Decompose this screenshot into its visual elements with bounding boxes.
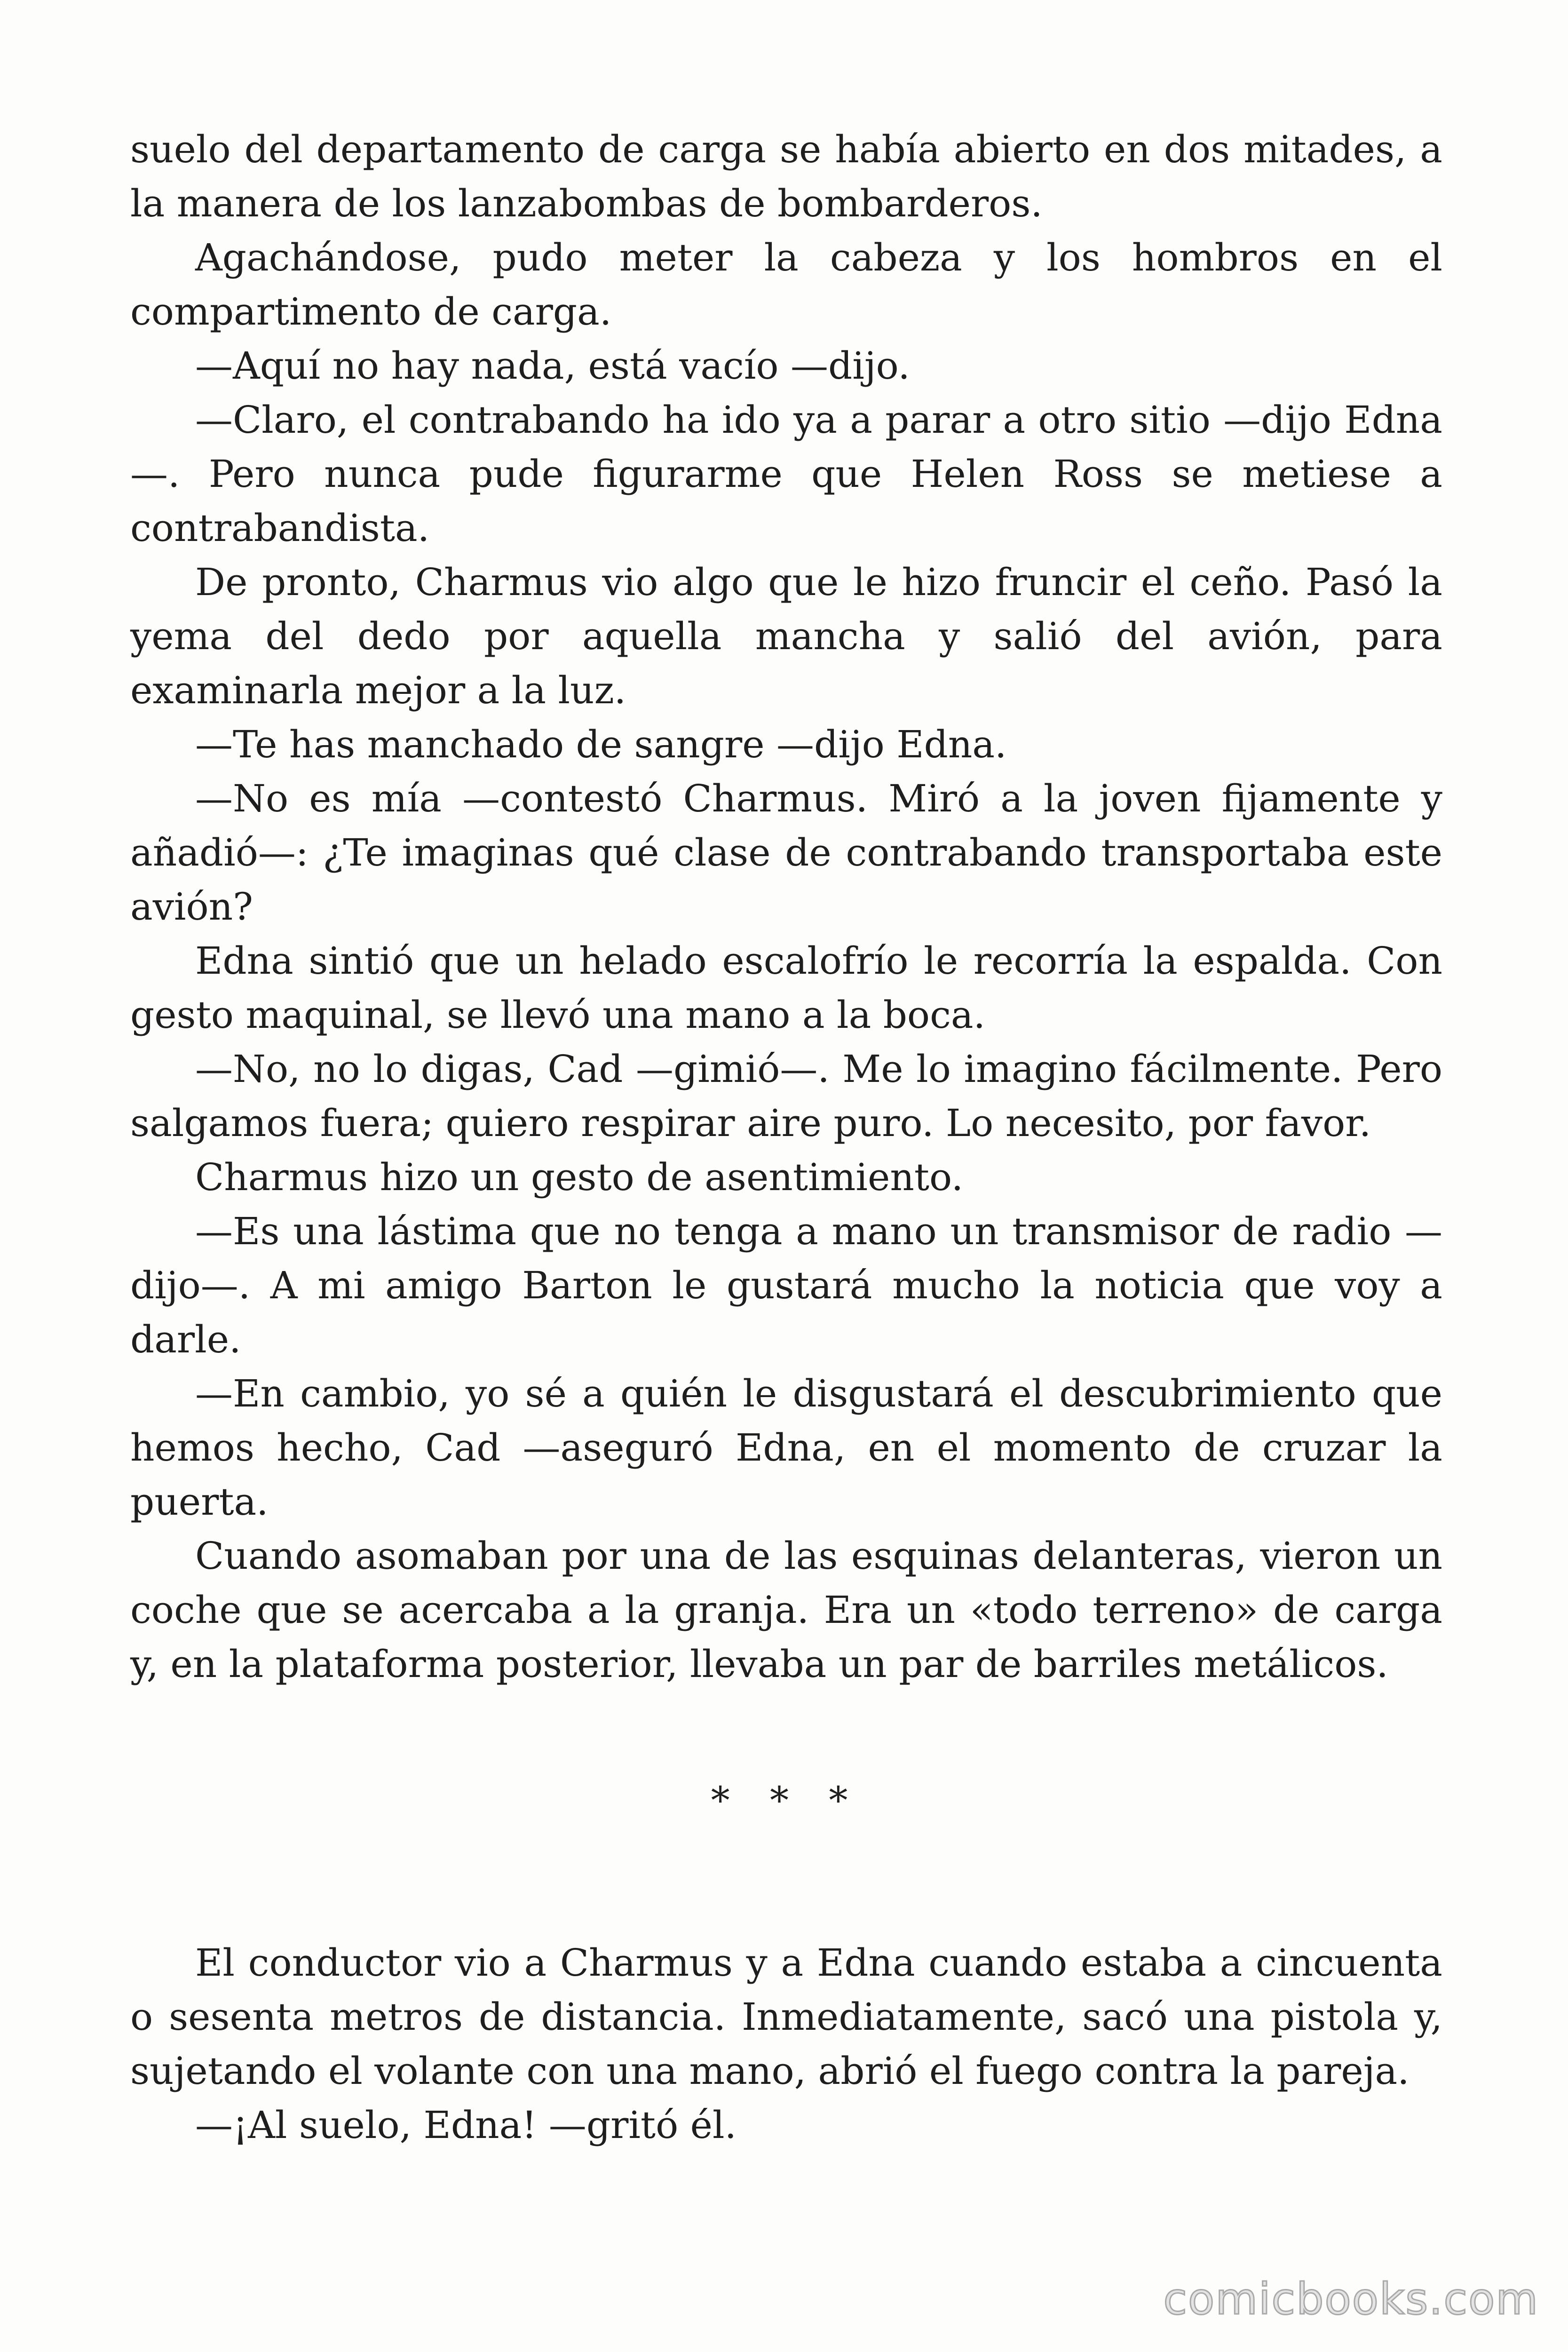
paragraph: —Aquí no hay nada, está vacío —dijo. xyxy=(195,344,910,388)
paragraph: El conductor vio a Charmus y a Edna cuando estaba a cincuenta o sesenta metros de distancia. Inmediatamente, sacó una pistola y, sujetando el volante con una mano, abrió el fuego contra la pareja. xyxy=(130,1941,1442,2093)
paragraph: —No, no lo digas, Cad —gimió—. Me lo imagino fácilmente. Pero salgamos fuera; quiero respirar aire puro. Lo necesito, por favor. xyxy=(130,1047,1442,1145)
paragraph: Edna sintió que un helado escalofrío le recorría la espalda. Con gesto maquinal, se llevó una mano a la boca. xyxy=(130,939,1442,1037)
book-page xyxy=(130,122,1442,2152)
paragraph: Charmus hizo un gesto de asentimiento. xyxy=(195,1155,964,1199)
paragraph: suelo del departamento de carga se había abierto en dos mitades, a la manera de los lanzabombas de bombarderos. xyxy=(130,127,1442,225)
paragraph: Agachándose, pudo meter la cabeza y los hombros en el compartimento de carga. xyxy=(130,236,1442,334)
paragraph: —Es una lástima que no tenga a mano un transmisor de radio —dijo—. A mi amigo Barton le gustará mucho la noticia que voy a darle. xyxy=(130,1209,1442,1361)
watermark: comicbooks.com xyxy=(1163,2274,1539,2324)
paragraph: Cuando asomaban por una de las esquinas delanteras, vieron un coche que se acercaba a la granja. Era un «todo terreno» de carga y, en la plataforma posterior, llevaba un par de barriles metálicos. xyxy=(130,1534,1442,1686)
paragraph: —No es mía —contestó Charmus. Miró a la joven fijamente y añadió—: ¿Te imaginas qué clase de contrabando transportaba este avión? xyxy=(130,777,1442,929)
paragraph: —En cambio, yo sé a quién le disgustará el descubrimiento que hemos hecho, Cad —aseguró Edna, en el momento de cruzar la puerta. xyxy=(130,1372,1442,1524)
scene-separator: * * * xyxy=(711,1779,862,1822)
paragraph: —¡Al suelo, Edna! —gritó él. xyxy=(195,2103,737,2147)
paragraph: —Te has manchado de sangre —dijo Edna. xyxy=(195,723,1007,766)
paragraph: —Claro, el contrabando ha ido ya a parar a otro sitio —dijo Edna—. Pero nunca pude figurarme que Helen Ross se metiese a contrabandista. xyxy=(130,398,1442,550)
paragraph: De pronto, Charmus vio algo que le hizo fruncir el ceño. Pasó la yema del dedo por aquella mancha y salió del avión, para examinarla mejor a la luz. xyxy=(130,560,1442,712)
